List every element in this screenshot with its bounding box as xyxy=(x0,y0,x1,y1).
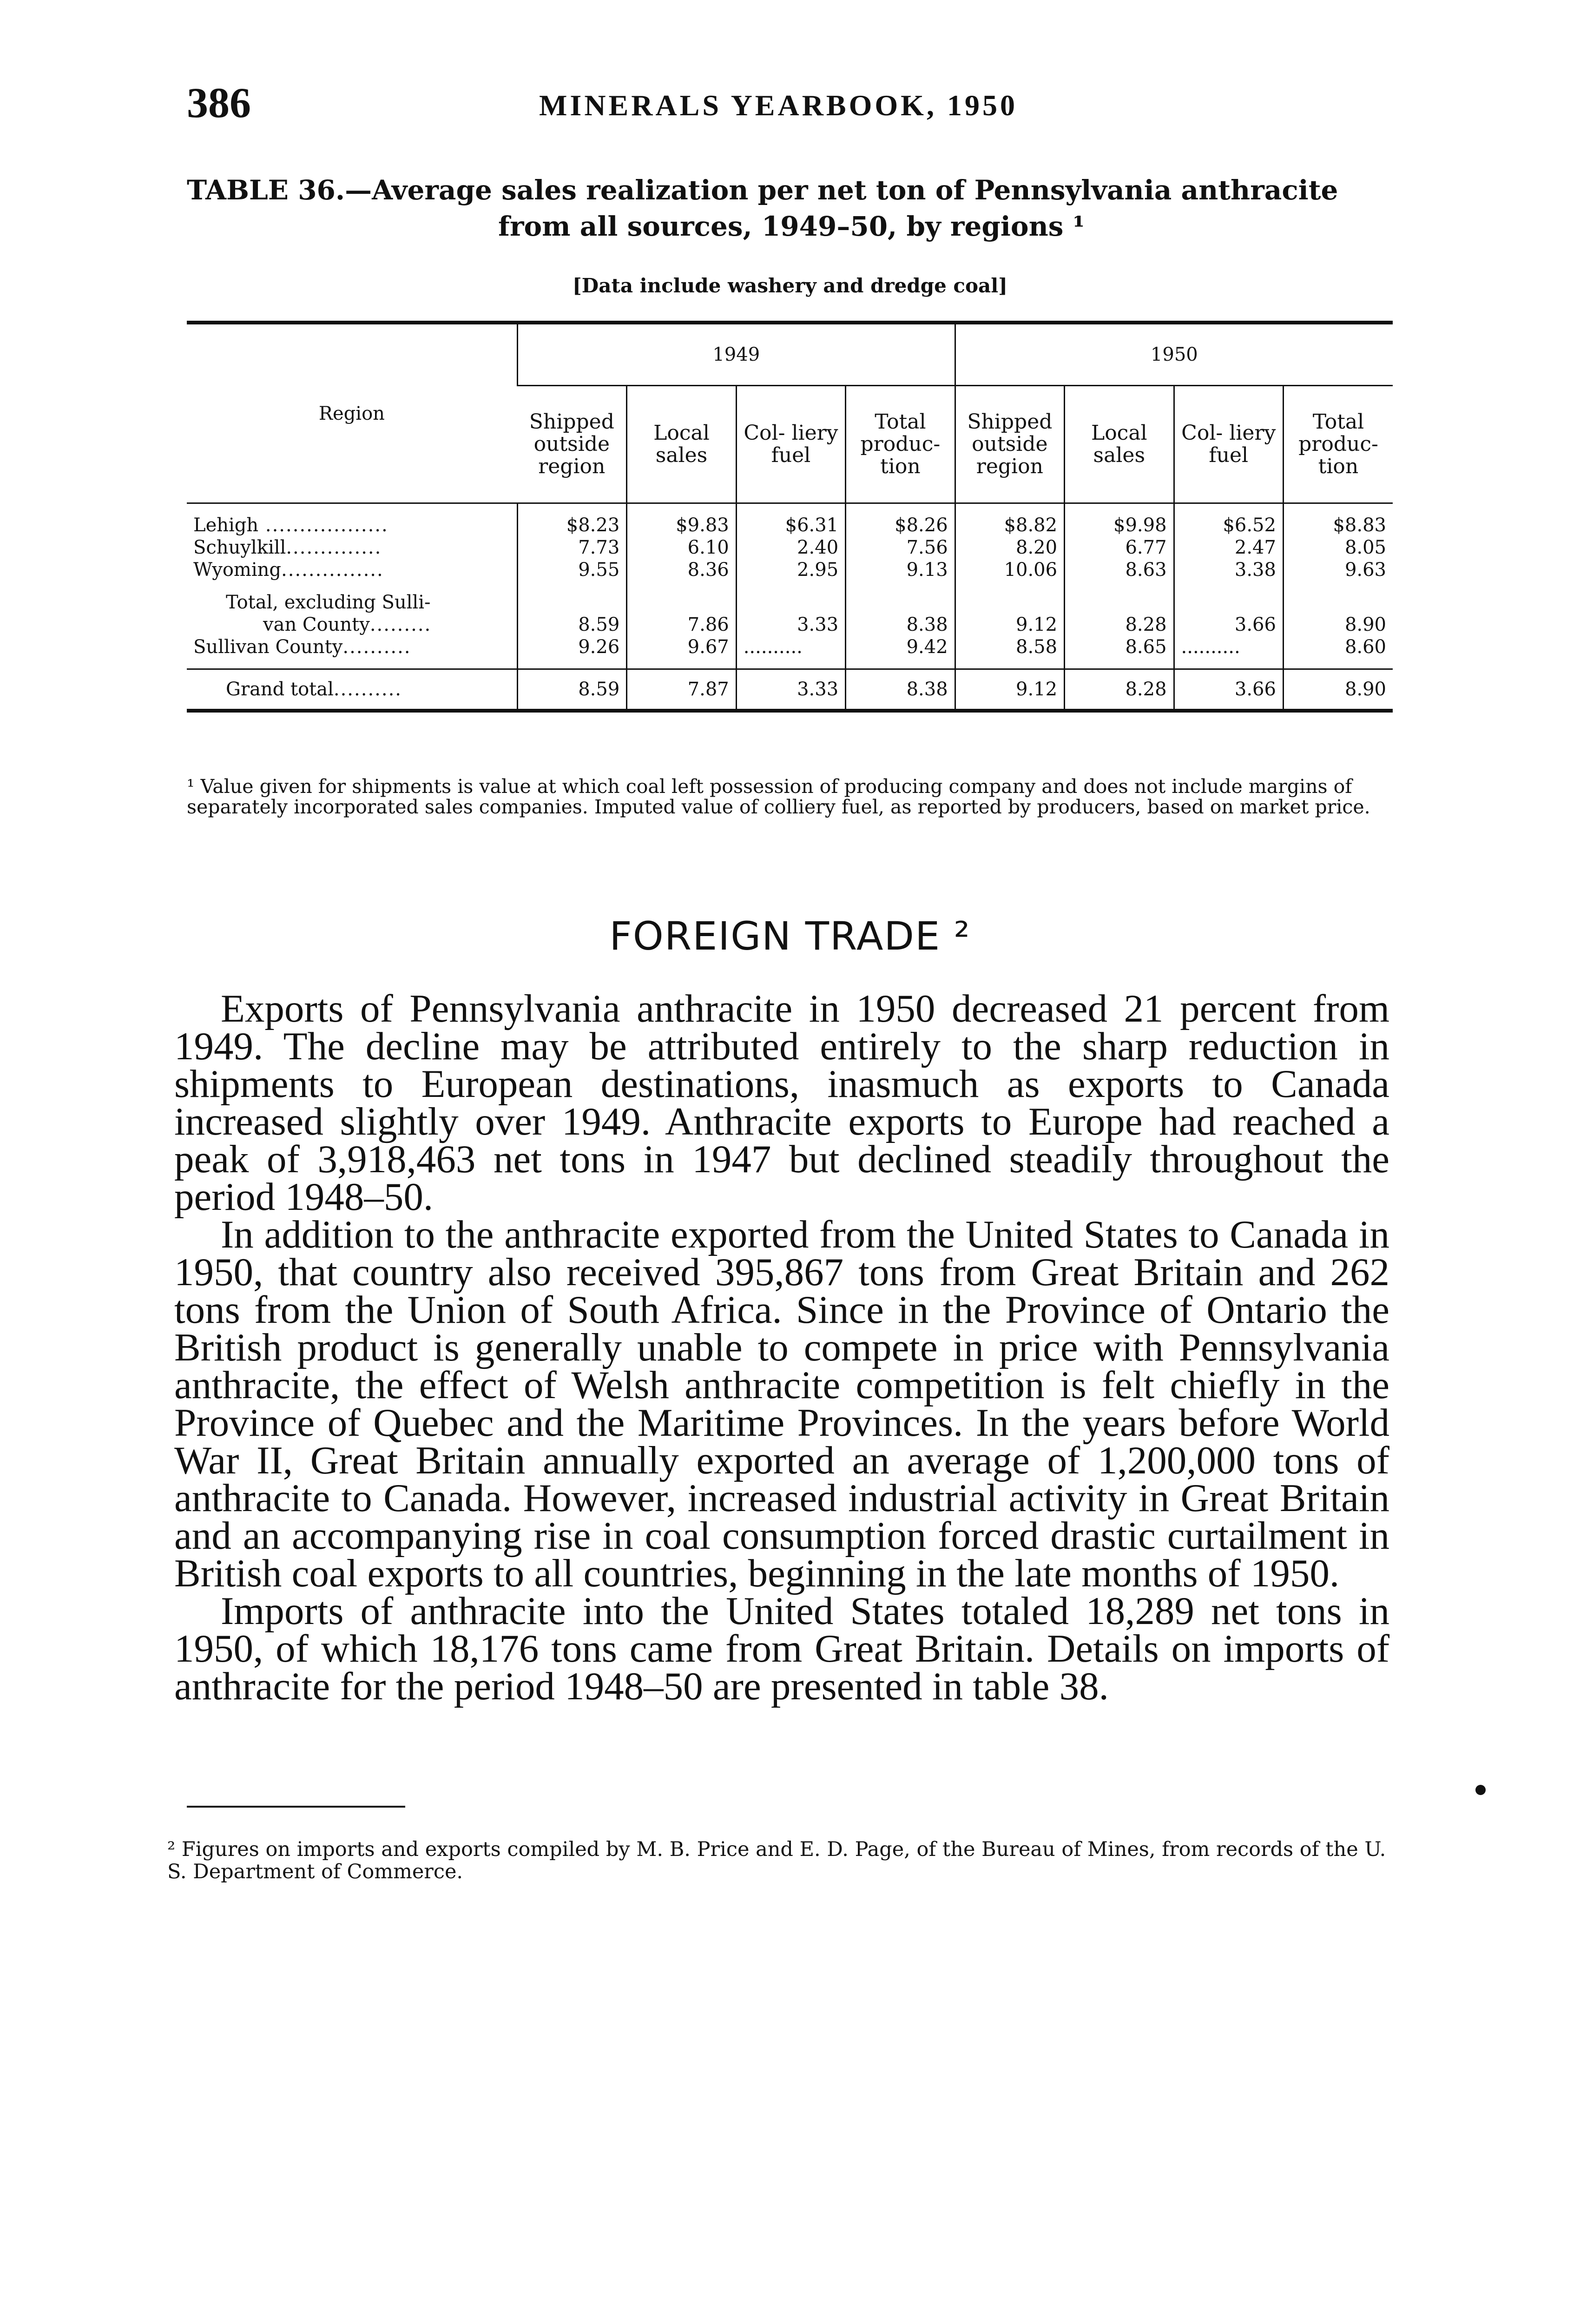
col-local-1949: Local sales xyxy=(627,386,736,503)
table-cell: 7.73 xyxy=(517,536,626,559)
table-cell: 2.40 xyxy=(736,536,845,559)
col-shipped-1950: Shipped outside region xyxy=(955,386,1064,503)
table-cell: $9.83 xyxy=(627,503,736,537)
table-cell: 9.12 xyxy=(955,581,1064,636)
table-cell: 8.63 xyxy=(1065,559,1174,581)
table-cell: 8.90 xyxy=(1283,581,1393,636)
year-1949-header: 1949 xyxy=(517,323,955,386)
table-note: [Data include washery and dredge coal] xyxy=(572,274,1008,297)
leader-dots: .......... xyxy=(333,679,402,700)
table-cell: $6.31 xyxy=(736,503,845,537)
col-colliery-1950: Col- liery fuel xyxy=(1174,386,1283,503)
table-cell: 9.13 xyxy=(846,559,955,581)
col-colliery-1949: Col- liery fuel xyxy=(736,386,845,503)
table-cell: 3.66 xyxy=(1174,581,1283,636)
row-label-line2 xyxy=(193,614,510,636)
table-row-sullivan xyxy=(187,636,1393,669)
table-cell: 8.20 xyxy=(955,536,1064,559)
table-title xyxy=(187,172,1395,244)
table-cell: $6.52 xyxy=(1174,503,1283,537)
table-cell: 6.10 xyxy=(627,536,736,559)
row-label xyxy=(187,669,517,711)
table-cell: 10.06 xyxy=(955,559,1064,581)
table-cell: 9.42 xyxy=(846,636,955,669)
section-heading: FOREIGN TRADE ² xyxy=(609,913,971,959)
body-text xyxy=(174,987,1389,1708)
table-cell: 8.38 xyxy=(846,669,955,711)
table-footnote: ¹ Value given for shipments is value at which coal left possession of producing company and does not include margins of separately incorporated sales companies. Imputed value of colliery fuel, as reported by producers, based on market price. xyxy=(187,775,1370,818)
col-local-1950: Local sales xyxy=(1065,386,1174,503)
paragraph: Imports of anthracite into the United States totaled 18,289 net tons in 1950, of which 18,176 tons came from Great Britain. Details on imports of anthracite for the period 1948–50 are presented in table 38. xyxy=(174,1589,1389,1708)
paragraph: Exports of Pennsylvania anthracite in 1950 decreased 21 percent from 1949. The decline may be attributed entirely to the sharp reduction in shipments to European destinations, inasmuch as exports to Canada increased slightly over 1949. Anthracite exports to Europe had reached a peak of 3,918,463 net tons in 1947 but declined steadily throughout the period 1948–50. xyxy=(174,987,1389,1219)
table-row-total-excluding-sullivan xyxy=(187,581,1393,636)
col-shipped-1949: Shipped outside region xyxy=(517,386,626,503)
running-title: MINERALS YEARBOOK, 1950 xyxy=(539,89,1018,122)
row-label-text: Sullivan County xyxy=(193,636,343,658)
table-cell: 8.59 xyxy=(517,581,626,636)
row-label-line xyxy=(193,678,510,700)
region-header: Region xyxy=(187,323,517,503)
table-cell: 7.87 xyxy=(627,669,736,711)
table-title-line1: TABLE 36.—Average sales realization per net ton of Pennsylvania anthracite xyxy=(187,174,1338,206)
table-cell: 8.05 xyxy=(1283,536,1393,559)
table-cell: 8.28 xyxy=(1065,669,1174,711)
empty-cell-dashes: .......... xyxy=(736,636,845,669)
row-label xyxy=(187,636,517,669)
footnote-rule xyxy=(187,1806,405,1808)
table-cell: 7.86 xyxy=(627,581,736,636)
table-cell: 9.63 xyxy=(1283,559,1393,581)
page-footnote: ² Figures on imports and exports compiled by M. B. Price and E. D. Page, of the Bureau of Mines, from records of the U. S. Department of Commerce. xyxy=(167,1838,1386,1883)
table-cell: 3.38 xyxy=(1174,559,1283,581)
table-cell: 8.65 xyxy=(1065,636,1174,669)
sales-realization-table xyxy=(187,321,1393,713)
leader-dots: .......... xyxy=(342,636,411,658)
table-cell: 8.38 xyxy=(846,581,955,636)
table-cell: 8.59 xyxy=(517,669,626,711)
table-cell: $8.83 xyxy=(1283,503,1393,537)
row-label-text: Grand total xyxy=(226,679,334,700)
table-cell: 3.33 xyxy=(736,581,845,636)
row-label xyxy=(187,581,517,636)
page-number: 386 xyxy=(187,79,251,126)
table-cell: 9.67 xyxy=(627,636,736,669)
table-cell: $8.26 xyxy=(846,503,955,537)
leader-dots: ......... xyxy=(369,614,432,635)
leader-dots: .................. xyxy=(258,515,388,536)
row-label xyxy=(187,503,517,537)
margin-dot xyxy=(1475,1785,1486,1795)
leader-dots: ............... xyxy=(281,559,384,581)
table-cell: 8.90 xyxy=(1283,669,1393,711)
empty-cell-dashes: .......... xyxy=(1174,636,1283,669)
table-title-line2: from all sources, 1949–50, by regions ¹ xyxy=(498,211,1085,242)
table-cell: 2.47 xyxy=(1174,536,1283,559)
leader-dots: .............. xyxy=(286,537,382,558)
table-cell: 2.95 xyxy=(736,559,845,581)
col-total-1949: Total produc- tion xyxy=(846,386,955,503)
row-label-line1: Total, excluding Sulli- xyxy=(226,592,431,613)
table-cell: 8.60 xyxy=(1283,636,1393,669)
table-row-wyoming xyxy=(187,559,1393,581)
table-cell: 3.33 xyxy=(736,669,845,711)
row-label-text: van County xyxy=(263,614,370,635)
paragraph: In addition to the anthracite exported from the United States to Canada in 1950, that country also received 395,867 tons from Great Britain and 262 tons from the Union of South Africa. Since in the Province of Ontario the British product is generally unable to compete in price with Pennsylvania anthracite, the effect of Welsh anthracite competition is felt chiefly in the Province of Quebec and the Maritime Provinces. In the years before World War II, Great Britain annually exported an average of 1,200,000 tons of anthracite to Canada. However, increased industrial activity in Great Britain and an accompanying rise in coal consumption forced drastic curtailment in British coal exports to all countries, beginning in the late months of 1950. xyxy=(174,1213,1389,1595)
table-cell: $9.98 xyxy=(1065,503,1174,537)
table-cell: $8.23 xyxy=(517,503,626,537)
table-cell: 6.77 xyxy=(1065,536,1174,559)
table-row-lehigh xyxy=(187,503,1393,537)
table-cell: 9.26 xyxy=(517,636,626,669)
table-row-grand-total xyxy=(187,669,1393,711)
table-cell: 8.58 xyxy=(955,636,1064,669)
col-total-1950: Total produc- tion xyxy=(1283,386,1393,503)
row-label xyxy=(187,536,517,559)
year-1950-header: 1950 xyxy=(955,323,1393,386)
row-label xyxy=(187,559,517,581)
table-cell: 7.56 xyxy=(846,536,955,559)
row-label-text: Wyoming xyxy=(193,559,282,581)
table-cell: 9.12 xyxy=(955,669,1064,711)
table-row-schuylkill xyxy=(187,536,1393,559)
row-label-text: Lehigh xyxy=(193,515,259,536)
table-cell: 9.55 xyxy=(517,559,626,581)
table-cell: $8.82 xyxy=(955,503,1064,537)
table-cell: 3.66 xyxy=(1174,669,1283,711)
table-cell: 8.28 xyxy=(1065,581,1174,636)
table-cell: 8.36 xyxy=(627,559,736,581)
row-label-text: Schuylkill xyxy=(193,537,286,558)
